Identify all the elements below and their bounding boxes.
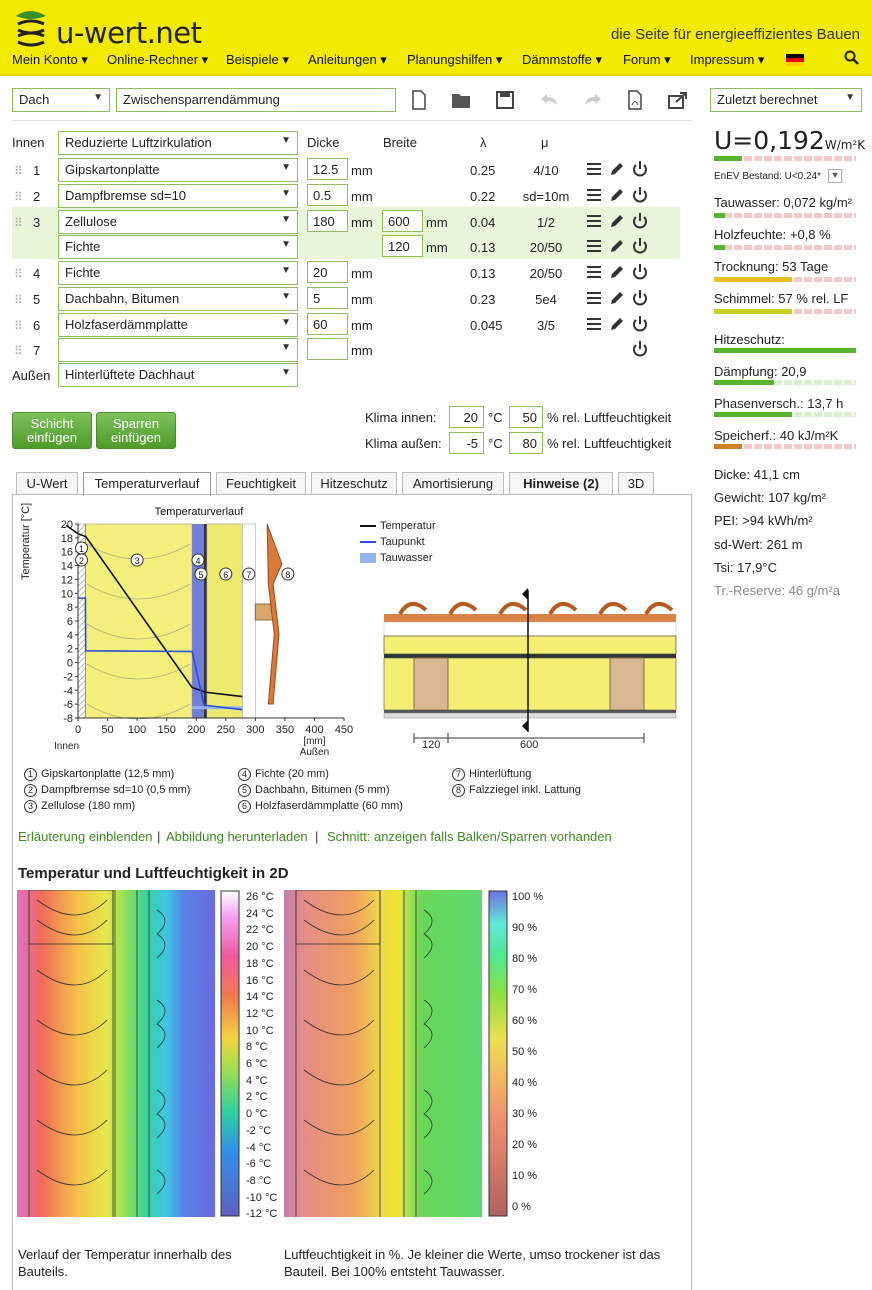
inside-surface-select[interactable]: Reduzierte Luftzirkulation ▼ (58, 131, 298, 155)
temp-scale-label: 10 °C (246, 1024, 274, 1037)
edit-pencil-icon[interactable] (609, 264, 625, 280)
heat-protection-result: Hitzeschutz: (714, 332, 785, 347)
layer-mu: 5e4 (535, 292, 557, 307)
outside-surface-select[interactable]: Hinterlüftete Dachhaut ▼ (58, 363, 298, 387)
enev-requirement: EnEV Bestand: U<0.24* (714, 171, 822, 182)
show-section-link[interactable]: Schnitt: anzeigen falls Balken/Sparren vorhanden (327, 829, 612, 844)
temp-scale-label: 6 °C (246, 1058, 268, 1070)
redo-icon[interactable] (582, 90, 604, 110)
u-value-bar (714, 156, 856, 161)
x-label-outside: Außen (299, 747, 330, 758)
twod-title: Temperatur und Luftfeuchtigkeit in 2D (18, 865, 289, 882)
y-tick-label: 20 (60, 519, 73, 531)
layer-thickness-input[interactable]: 5 (307, 287, 348, 309)
divider (12, 120, 692, 121)
temp-scale-label: -6 °C (246, 1158, 272, 1171)
humidity-scale-label: 100 % (512, 891, 544, 903)
layer-mu: 20/50 (529, 240, 563, 255)
climate-inside-label: Klima innen: (365, 410, 437, 425)
layer-number: 5 (33, 292, 41, 307)
drag-handle-icon[interactable]: ⠿ (14, 190, 21, 204)
chart-title: Temperaturverlauf (154, 506, 244, 518)
power-toggle-icon[interactable] (631, 315, 649, 333)
tsi-result: Tsi: 17,9°C (714, 560, 778, 575)
humidity-scale-label: 20 % (512, 1139, 538, 1151)
wood-moisture-bar (714, 245, 856, 250)
x-tick-label: 350 (275, 724, 295, 736)
inside-label: Innen (12, 135, 45, 150)
legend-condensate: Tauwasser (380, 552, 433, 564)
layer-lambda: 0.22 (470, 189, 496, 204)
thickness-unit: mm (351, 215, 373, 230)
layer-material-select[interactable]: Gipskartonplatte ▼ (58, 158, 298, 182)
layer-material-select[interactable]: Fichte ▼ (58, 261, 298, 285)
layer-legend-item: 7 Hinterlüftung (452, 768, 531, 781)
pdf-icon[interactable] (624, 90, 646, 110)
wood-fibre-board (384, 636, 676, 654)
tab-3d[interactable]: 3D (618, 472, 654, 494)
temp-scale-label: 0 °C (246, 1108, 268, 1121)
nav-impressum[interactable]: Impressum ▾ (690, 52, 765, 67)
temp-scale-label: -4 °C (246, 1141, 272, 1154)
layer-number: 7 (33, 343, 41, 358)
thickness-result: Dicke: 41,1 cm (714, 467, 800, 482)
edit-pencil-icon[interactable] (609, 187, 625, 203)
bitumen-membrane (384, 654, 676, 658)
layer-mu: 20/50 (529, 266, 563, 281)
temp-scale-label: -12 °C (246, 1208, 278, 1221)
component-type-select[interactable]: Dach ▼ (12, 88, 110, 112)
undo-icon[interactable] (538, 90, 560, 110)
thickness-unit: mm (351, 266, 373, 281)
download-figure-link[interactable]: Abbildung herunterladen (166, 829, 308, 844)
temp-scale-label: 22 °C (246, 924, 274, 937)
heat-capacity-bar (714, 444, 856, 449)
edit-pencil-icon[interactable] (609, 290, 625, 306)
layer-band-woodfibre (207, 524, 242, 718)
mould-result: Schimmel: 57 % rel. LF (714, 291, 849, 306)
humidity-scale-label: 40 % (512, 1077, 538, 1089)
power-toggle-icon[interactable] (631, 263, 649, 281)
thickness-unit: mm (351, 318, 373, 333)
layer-mu: 1/2 (536, 215, 556, 230)
layer-thickness-input[interactable]: 180 (307, 210, 348, 232)
layer-thickness-input[interactable] (307, 338, 348, 360)
save-icon[interactable] (494, 90, 516, 110)
width-unit: mm (426, 215, 448, 230)
humidity-scale-label: 30 % (512, 1108, 538, 1120)
tab-feuchtigkeit[interactable]: Feuchtigkeit (216, 472, 306, 494)
layer-marker-label: 6 (223, 570, 229, 580)
humidity-2d-map (284, 890, 482, 1220)
layer-number: 1 (33, 163, 41, 178)
menu-icon[interactable] (586, 187, 602, 203)
recent-calculations-select[interactable]: Zuletzt berechnet ▼ (710, 88, 862, 112)
chart-legend-swatches (360, 520, 376, 564)
heat-capacity-result: Speicherf.: 40 kJ/m²K (714, 428, 839, 443)
temp-scale-label: 14 °C (246, 991, 274, 1004)
ventilation-gap (384, 622, 676, 636)
layer-number: 6 (33, 318, 41, 333)
layer-material-select[interactable]: Dampfbremse sd=10 ▼ (58, 184, 298, 208)
layer-marker-label: 7 (246, 570, 252, 580)
layer-material-select[interactable]: ▼ (58, 338, 298, 362)
col-width-header: Breite (383, 135, 417, 150)
layer-material-select[interactable]: Dachbahn, Bitumen ▼ (58, 287, 298, 311)
layer-marker-label: 3 (134, 556, 140, 566)
search-icon[interactable] (844, 50, 860, 66)
damping-result: Dämpfung: 20,9 (714, 364, 807, 379)
layer-thickness-input[interactable]: 20 (307, 261, 348, 283)
x-tick-label: 150 (157, 724, 176, 736)
y-tick-label: -2 (63, 671, 73, 684)
layer-width-input[interactable]: 120 (382, 235, 423, 257)
gypsum-board (384, 713, 676, 718)
rafter-1 (414, 658, 448, 710)
layer-lambda: 0.13 (470, 266, 496, 281)
main-nav (0, 50, 872, 72)
drag-handle-icon[interactable]: ⠿ (14, 344, 21, 358)
menu-icon[interactable] (586, 316, 602, 332)
temp-scale-label: 26 °C (246, 891, 274, 903)
phase-shift-bar (714, 412, 856, 417)
pei-result: PEI: >94 kWh/m² (714, 513, 813, 528)
drying-reserve-result: Tr.-Reserve: 46 g/m²a (714, 583, 840, 598)
drag-handle-icon[interactable]: ⠿ (14, 267, 21, 281)
wood-moisture-result: Holzfeuchte: +0,8 % (714, 227, 831, 242)
thickness-unit: mm (351, 189, 373, 204)
new-file-icon[interactable] (408, 90, 430, 110)
y-tick-label: 6 (66, 616, 73, 628)
link-separator: | (315, 829, 319, 844)
x-axis-unit: [mm] (303, 736, 326, 747)
humidity-color-scale (488, 890, 508, 1220)
nav-beispiele[interactable]: Beispiele ▾ (226, 52, 289, 67)
edit-pencil-icon[interactable] (609, 161, 625, 177)
vapour-barrier (384, 710, 676, 713)
chart-layers (78, 524, 282, 719)
deg-unit: °C (488, 436, 503, 451)
layer-legend-item: 6 Holzfaserdämmplatte (60 mm) (238, 800, 403, 813)
layer-marker-label: 4 (195, 556, 201, 566)
layer-lambda: 0.25 (470, 163, 496, 178)
humidity-scale-label: 60 % (512, 1015, 538, 1027)
power-toggle-icon[interactable] (631, 212, 649, 230)
nav-online-rechner[interactable]: Online-Rechner ▾ (107, 52, 209, 67)
y-tick-label: -6 (63, 699, 73, 712)
roof-tiles (384, 604, 676, 622)
drag-handle-icon[interactable]: ⠿ (14, 293, 21, 307)
tab-u-wert[interactable]: U-Wert (16, 472, 78, 494)
layer-number: 4 (33, 266, 41, 281)
tagline: die Seite für energieeffizientes Bauen (610, 26, 860, 43)
thickness-unit: mm (351, 343, 373, 358)
temperature-map-caption: Verlauf der Temperatur innerhalb des Bauteils. (18, 1247, 232, 1279)
condensate-result: Tauwasser: 0,072 kg/m² (714, 195, 853, 210)
x-tick-label: 0 (74, 724, 82, 736)
temperature-color-scale (220, 890, 240, 1220)
enev-dropdown-icon[interactable]: ▼ (828, 169, 842, 183)
temp-scale-label: -2 °C (246, 1124, 272, 1137)
layer-mu: 3/5 (536, 318, 556, 333)
link-separator: | (157, 829, 161, 844)
edit-pencil-icon[interactable] (609, 238, 625, 254)
tab-temperaturverlauf[interactable]: Temperaturverlauf (83, 472, 211, 496)
layer-legend-item: 3 Zellulose (180 mm) (24, 800, 135, 813)
humidity-scale-label: 0 % (512, 1201, 531, 1213)
x-tick-label: 50 (101, 724, 114, 736)
climate-inside-temp-input[interactable]: 20 (449, 406, 484, 428)
climate-outside-label: Klima außen: (365, 436, 442, 451)
logo-icon[interactable] (10, 8, 52, 48)
layer-thickness-input[interactable]: 0.5 (307, 184, 348, 206)
power-toggle-icon[interactable] (631, 289, 649, 307)
power-toggle-icon[interactable] (631, 160, 649, 178)
y-tick-label: 0 (66, 657, 73, 670)
temp-scale-label: 8 °C (246, 1041, 268, 1054)
tab-amortisierung[interactable]: Amortisierung (402, 472, 504, 494)
layer-number: 2 (33, 189, 41, 204)
layer-band-ventilation (242, 524, 255, 718)
layer-width-input[interactable]: 600 (382, 210, 423, 232)
rafter-2 (610, 658, 644, 710)
humidity-map-caption: Luftfeuchtigkeit in %. Je kleiner die Werte, umso trockener ist das Bauteil. Bei 100% entsteht Tauwasser. (284, 1247, 661, 1279)
temperature-2d-map (17, 890, 215, 1220)
layer-marker-label: 1 (79, 544, 85, 554)
mould-bar (714, 309, 856, 314)
x-tick-label: 200 (187, 724, 206, 736)
german-flag-icon[interactable] (786, 54, 804, 66)
x-tick-label: 450 (334, 724, 354, 736)
y-tick-label: 14 (60, 560, 73, 573)
menu-icon[interactable] (586, 161, 602, 177)
humidity-scale-label: 90 % (512, 922, 538, 934)
layer-lambda: 0.23 (470, 292, 496, 307)
power-toggle-icon[interactable] (631, 237, 649, 255)
layer-legend-item: 2 Dampfbremse sd=10 (0,5 mm) (24, 784, 190, 797)
sd-value-result: sd-Wert: 261 m (714, 537, 803, 552)
y-tick-label: 10 (60, 588, 73, 601)
drag-handle-icon[interactable]: ⠿ (14, 216, 21, 230)
layer-material-select[interactable]: Holzfaserdämmplatte ▼ (58, 313, 298, 337)
edit-pencil-icon[interactable] (609, 316, 625, 332)
legend-condensate-swatch (360, 553, 376, 563)
layer-mu: 4/10 (533, 163, 559, 178)
layer-thickness-input[interactable]: 12.5 (307, 158, 348, 180)
nav-forum[interactable]: Forum ▾ (623, 52, 671, 67)
legend-temperature: Temperatur (380, 520, 436, 532)
temp-scale-label: 24 °C (246, 907, 274, 920)
x-tick-label: 400 (305, 724, 324, 736)
temp-scale-label: 20 °C (246, 941, 274, 954)
open-folder-icon[interactable] (450, 90, 472, 110)
width-unit: mm (426, 240, 448, 255)
x-tick-label: 250 (216, 724, 235, 736)
y-tick-label: 4 (66, 629, 73, 642)
roof-cross-section-drawing (380, 586, 680, 756)
chart-y-label: Temperatur [°C] (20, 502, 32, 580)
layer-marker-label: 5 (198, 570, 204, 580)
weight-result: Gewicht: 107 kg/m² (714, 490, 826, 505)
heat-protection-bar (714, 348, 856, 353)
u-value: U=0,192W/m²K (714, 126, 866, 155)
layer-marker-label: 2 (79, 556, 85, 566)
toggle-explanation-link[interactable]: Erläuterung einblenden (18, 829, 153, 844)
col-lambda-header: λ (480, 135, 487, 150)
layer-material-select[interactable]: Zellulose ▼ (58, 210, 298, 234)
dimension-rafter-spacing: 600 (520, 739, 539, 751)
thickness-unit: mm (351, 292, 373, 307)
col-thickness-header: Dicke (307, 135, 340, 150)
x-label-inside: Innen (54, 741, 80, 752)
temp-scale-label: 2 °C (246, 1091, 268, 1104)
x-tick-label: 300 (246, 724, 265, 736)
y-tick-label: 16 (60, 546, 73, 559)
dimension-rafter-width: 120 (422, 739, 441, 751)
drying-result: Trocknung: 53 Tage (714, 259, 829, 274)
nav-daemmstoffe[interactable]: Dämmstoffe ▾ (522, 52, 602, 67)
temp-scale-label: 12 °C (246, 1007, 274, 1020)
layer-lambda: 0.04 (470, 215, 496, 230)
layer-material-select[interactable]: Fichte ▼ (58, 235, 298, 259)
layer-legend-item: 5 Dachbahn, Bitumen (5 mm) (238, 784, 390, 797)
site-logo-text[interactable]: u-wert.net (56, 16, 202, 50)
x-tick-label: 100 (127, 724, 147, 736)
drying-bar (714, 277, 856, 282)
humidity-scale-label: 50 % (512, 1046, 538, 1058)
add-layer-button[interactable]: Schicht einfügen (12, 412, 92, 449)
humidity-unit: % rel. Luftfeuchtigkeit (547, 436, 672, 451)
menu-icon[interactable] (586, 238, 602, 254)
menu-icon[interactable] (586, 290, 602, 306)
y-tick-label: 18 (60, 532, 73, 545)
share-icon[interactable] (667, 90, 689, 110)
col-mu-header: μ (541, 135, 549, 150)
layer-lambda: 0.045 (470, 318, 503, 333)
y-tick-label: -4 (63, 685, 73, 698)
climate-outside-humidity-input[interactable]: 80 (509, 432, 543, 454)
nav-mein-konto[interactable]: Mein Konto ▾ (12, 52, 88, 67)
temp-scale-label: -10 °C (246, 1191, 278, 1204)
outside-label: Außen (12, 368, 51, 383)
climate-outside-temp-input[interactable]: -5 (449, 432, 484, 454)
y-tick-label: 8 (66, 602, 73, 615)
y-tick-label: -8 (63, 713, 73, 725)
power-toggle-icon[interactable] (631, 186, 649, 204)
drag-handle-icon[interactable]: ⠿ (14, 164, 21, 178)
layer-legend-item: 8 Falzziegel inkl. Lattung (452, 784, 581, 797)
power-toggle-icon[interactable] (631, 340, 649, 358)
condensate-bar (714, 213, 856, 218)
add-rafter-button[interactable]: Sparren einfügen (96, 412, 176, 449)
edit-pencil-icon[interactable] (609, 213, 625, 229)
menu-icon[interactable] (586, 213, 602, 229)
thickness-unit: mm (351, 163, 373, 178)
y-tick-label: 2 (66, 643, 73, 656)
humidity-unit: % rel. Luftfeuchtigkeit (547, 410, 672, 425)
tab-hinweise[interactable]: Hinweise (2) (509, 472, 613, 494)
drag-handle-icon[interactable]: ⠿ (14, 319, 21, 333)
layer-legend-item: 1 Gipskartonplatte (12,5 mm) (24, 768, 174, 781)
phase-shift-result: Phasenversch.: 13,7 h (714, 396, 844, 411)
temp-scale-label: -8 °C (246, 1174, 272, 1187)
temp-scale-label: 16 °C (246, 974, 274, 987)
layer-band-cellulose (86, 524, 192, 718)
layer-mu: sd=10m (522, 189, 570, 204)
menu-icon[interactable] (586, 264, 602, 280)
layer-thickness-input[interactable]: 60 (307, 313, 348, 335)
layer-lambda: 0.13 (470, 240, 496, 255)
tab-hitzeschutz[interactable]: Hitzeschutz (311, 472, 397, 494)
humidity-scale-label: 10 % (512, 1170, 538, 1182)
layer-band-bitumen (204, 524, 207, 718)
layer-legend-item: 4 Fichte (20 mm) (238, 768, 329, 781)
temperature-profile-chart (14, 500, 354, 760)
component-name-input[interactable]: Zwischensparrendämmung (116, 88, 396, 112)
y-tick-label: 12 (60, 574, 73, 587)
temp-scale-label: 4 °C (246, 1074, 268, 1087)
climate-inside-humidity-input[interactable]: 50 (509, 406, 543, 428)
nav-anleitungen[interactable]: Anleitungen ▾ (308, 52, 387, 67)
layer-number: 3 (33, 215, 41, 230)
humidity-scale-label: 70 % (512, 984, 538, 996)
humidity-scale-label: 80 % (512, 953, 538, 965)
layer-marker-label: 8 (285, 570, 291, 580)
temp-scale-label: 18 °C (246, 957, 274, 970)
nav-planungshilfen[interactable]: Planungshilfen ▾ (407, 52, 503, 67)
damping-bar (714, 380, 856, 385)
deg-unit: °C (488, 410, 503, 425)
legend-dewpoint: Taupunkt (380, 536, 425, 548)
site-header (0, 0, 872, 76)
